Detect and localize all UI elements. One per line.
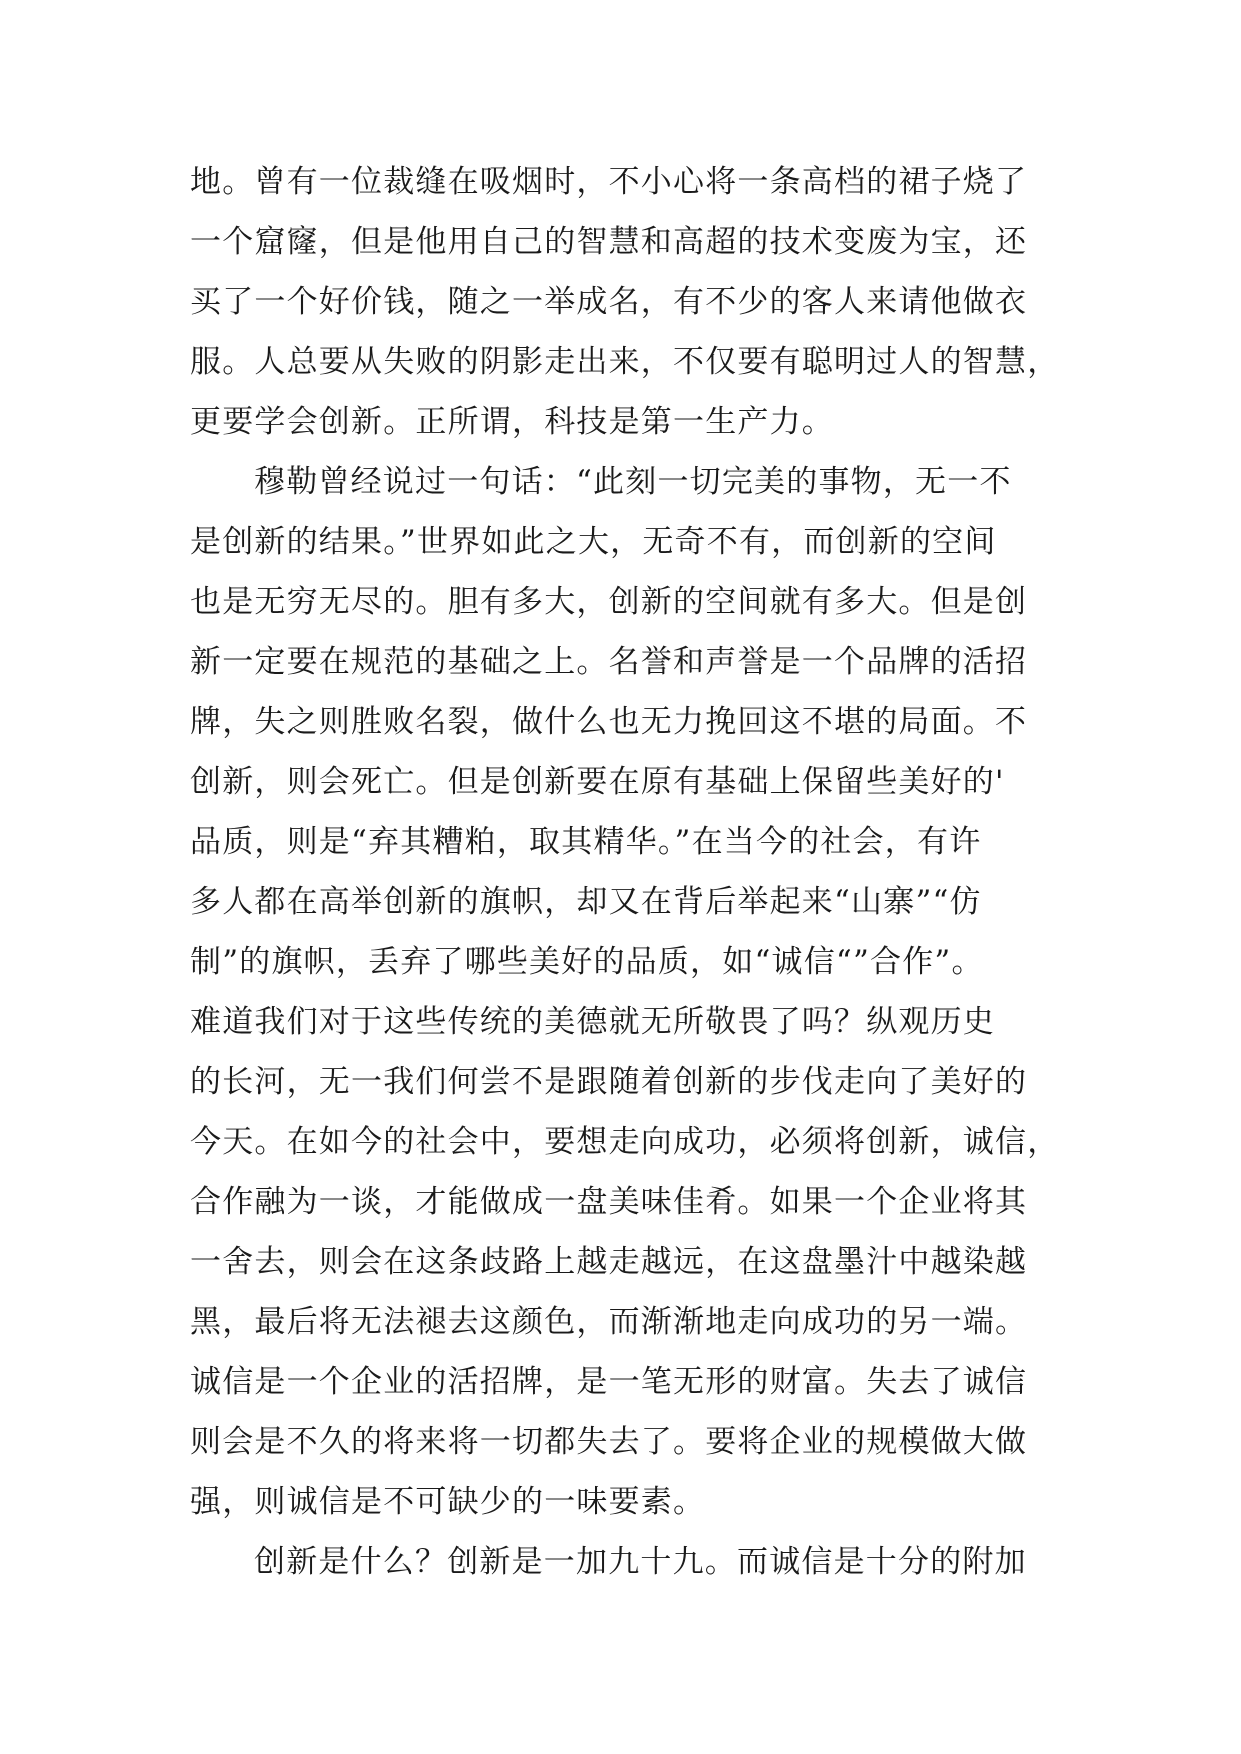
text-line: 是创新的结果。”世界如此之大，无奇不有，而创新的空间 [190,524,997,560]
text-line: 则会是不久的将来将一切都失去了。要将企业的规模做大做 [190,1424,1028,1460]
text-line: 黑，最后将无法褪去这颜色，而渐渐地走向成功的另一端。 [190,1304,1028,1340]
text-line: 强，则诚信是不可缺少的一味要素。 [190,1484,706,1520]
text-line: 难道我们对于这些传统的美德就无所敬畏了吗？纵观历史 [190,1004,995,1040]
paragraph-start-line: 穆勒曾经说过一句话：“此刻一切完美的事物，无一不 [254,464,1012,500]
text-line: 的长河，无一我们何尝不是跟随着创新的步伐走向了美好的 [190,1064,1028,1100]
text-line: 创新，则会死亡。但是创新要在原有基础上保留些美好的' [190,764,1005,800]
text-line: 合作融为一谈，才能做成一盘美味佳肴。如果一个企业将其 [190,1184,1028,1220]
text-line: 品质，则是“弃其糟粕，取其精华。”在当今的社会，有许 [190,824,982,860]
text-line: 买了一个好价钱，随之一举成名，有不少的客人来请他做衣 [190,284,1028,320]
text-line: 更要学会创新。正所谓，科技是第一生产力。 [190,404,834,440]
text-line: 一个窟窿，但是他用自己的智慧和高超的技术变废为宝，还 [190,224,1028,260]
text-line: 也是无穷无尽的。胆有多大，创新的空间就有多大。但是创 [190,584,1028,620]
text-line: 制”的旗帜，丢弃了哪些美好的品质，如“诚信“”合作”。 [190,944,984,980]
text-line: 诚信是一个企业的活招牌，是一笔无形的财富。失去了诚信 [190,1364,1028,1400]
text-line: 牌，失之则胜败名裂，做什么也无力挽回这不堪的局面。不 [190,704,1028,740]
text-line: 多人都在高举创新的旗帜，却又在背后举起来“山寨”“仿 [190,884,982,920]
text-line: 服。人总要从失败的阴影走出来，不仅要有聪明过人的智慧， [190,344,1060,380]
text-line: 新一定要在规范的基础之上。名誉和声誉是一个品牌的活招 [190,644,1028,680]
text-line: 地。曾有一位裁缝在吸烟时，不小心将一条高档的裙子烧了 [190,164,1028,200]
paragraph-start-line: 创新是什么？创新是一加九十九。而诚信是十分的附加 [254,1544,1027,1580]
text-line: 今天。在如今的社会中，要想走向成功，必须将创新，诚信， [190,1124,1060,1160]
text-line: 一舍去，则会在这条歧路上越走越远，在这盘墨汁中越染越 [190,1244,1028,1280]
body-text [190,152,1060,1592]
